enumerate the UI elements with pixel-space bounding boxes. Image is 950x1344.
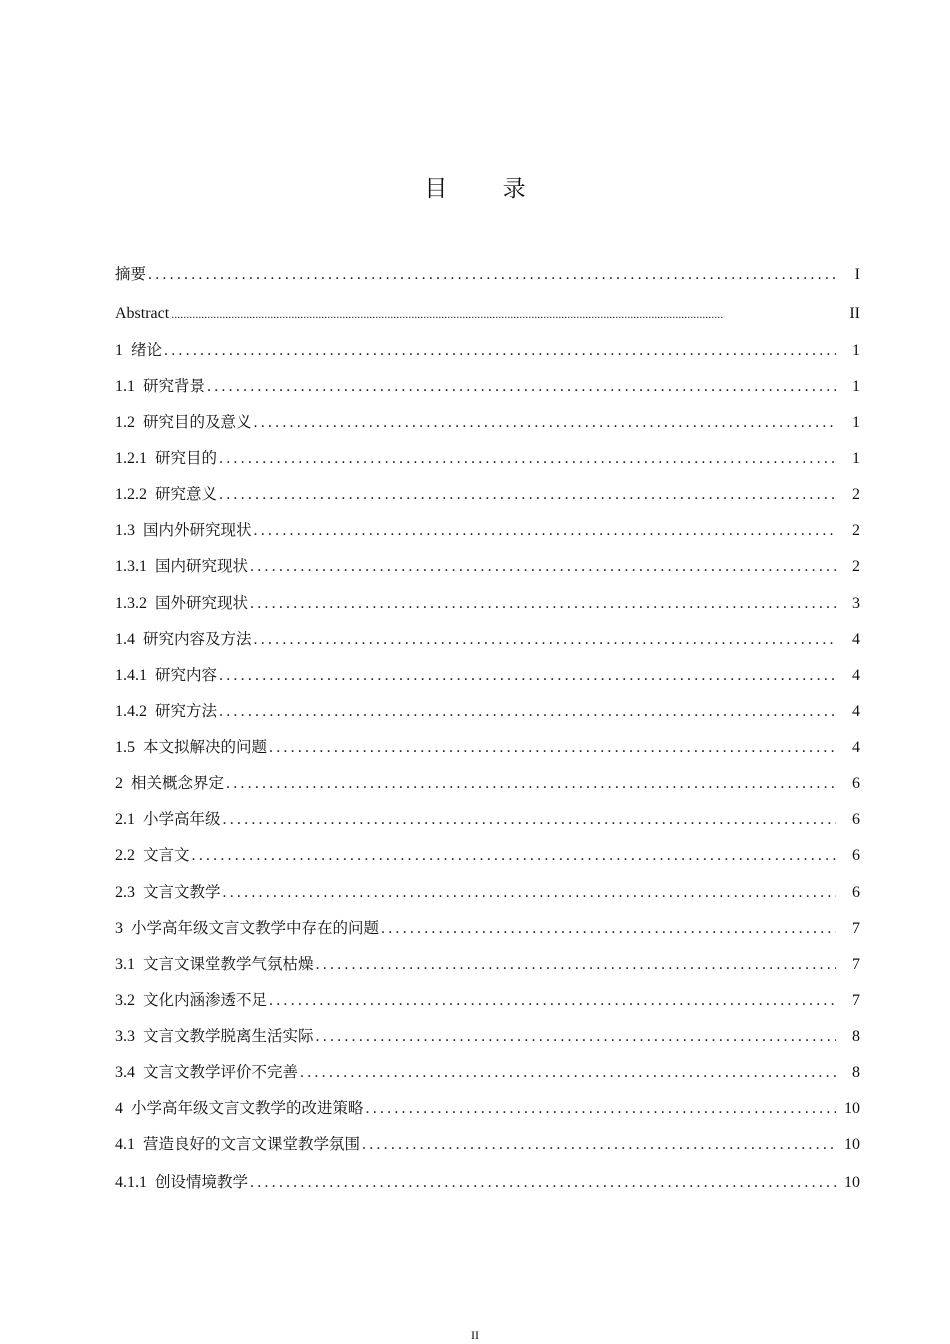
toc-entry-number: 4.1 xyxy=(115,1136,135,1153)
toc-entry[interactable] xyxy=(115,771,860,795)
toc-entry-label: 国内外研究现状 xyxy=(143,521,252,539)
toc-entry[interactable] xyxy=(115,591,860,615)
toc-leader-dots xyxy=(254,411,836,435)
toc-entry[interactable] xyxy=(115,843,860,867)
toc-entry-page: I xyxy=(854,266,860,283)
toc-entry-page: 7 xyxy=(852,992,860,1009)
toc-leader-dots xyxy=(219,700,836,724)
toc-entry[interactable] xyxy=(115,1170,860,1194)
page-number-footer: II xyxy=(471,1328,479,1342)
toc-leader-dots xyxy=(223,808,836,832)
toc-entry-number: 1.4 xyxy=(115,631,135,648)
toc-entry-number: 3 xyxy=(115,920,123,937)
toc-entry-number: 3.2 xyxy=(115,992,135,1009)
toc-leader-dots xyxy=(316,1025,836,1049)
toc-entry[interactable] xyxy=(115,338,860,362)
toc-entry-label: Abstract xyxy=(115,305,170,322)
toc-entry-label: 摘要 xyxy=(115,265,147,283)
toc-entry[interactable] xyxy=(115,1024,860,1048)
toc-entry-number: 1.4.2 xyxy=(115,703,147,720)
toc-entry[interactable] xyxy=(115,482,860,506)
toc-leader-dots xyxy=(192,844,836,868)
toc-entry-page: 10 xyxy=(844,1136,860,1153)
toc-entry-label: 研究目的及意义 xyxy=(143,413,252,431)
toc-leader-dots xyxy=(171,302,836,326)
toc-leader-dots xyxy=(300,1061,836,1085)
toc-leader-dots xyxy=(250,1171,836,1195)
toc-entry[interactable] xyxy=(115,627,860,651)
toc-entry-page: 2 xyxy=(852,558,860,575)
toc-leader-dots xyxy=(250,555,836,579)
toc-leader-dots xyxy=(366,1097,836,1121)
toc-entry-number: 2.2 xyxy=(115,847,135,864)
toc-entry-number: 3.3 xyxy=(115,1028,135,1045)
toc-entry-page: 3 xyxy=(852,595,860,612)
toc-entry-label: 绪论 xyxy=(131,341,163,359)
toc-entry-number: 3.1 xyxy=(115,956,135,973)
toc-entry-page: 1 xyxy=(852,414,860,431)
toc-entry[interactable] xyxy=(115,916,860,940)
toc-leader-dots xyxy=(269,736,836,760)
toc-entry-page: 10 xyxy=(844,1174,860,1191)
toc-entry-number: 1 xyxy=(115,342,123,359)
toc-entry[interactable] xyxy=(115,302,860,326)
toc-entry-label: 文化内涵渗透不足 xyxy=(143,991,268,1009)
toc-entry[interactable] xyxy=(115,1060,860,1084)
toc-entry[interactable] xyxy=(115,699,860,723)
toc-entry[interactable] xyxy=(115,262,860,286)
toc-entry-label: 营造良好的文言文课堂教学氛围 xyxy=(143,1135,361,1153)
toc-leader-dots xyxy=(223,881,836,905)
toc-entry-number: 4.1.1 xyxy=(115,1174,147,1191)
toc-entry-label: 文言文课堂教学气氛枯燥 xyxy=(143,955,314,973)
toc-entry[interactable] xyxy=(115,663,860,687)
toc-leader-dots xyxy=(269,989,836,1013)
toc-entry[interactable] xyxy=(115,807,860,831)
toc-entry[interactable] xyxy=(115,988,860,1012)
toc-entry-label: 文言文教学脱离生活实际 xyxy=(143,1027,314,1045)
toc-entry-page: 6 xyxy=(852,775,860,792)
toc-entry[interactable] xyxy=(115,735,860,759)
toc-entry-label: 国外研究现状 xyxy=(155,594,249,612)
toc-entry[interactable] xyxy=(115,554,860,578)
toc-entry-page: 6 xyxy=(852,884,860,901)
toc-entry-number: 1.2.1 xyxy=(115,450,147,467)
toc-entry-page: 6 xyxy=(852,811,860,828)
toc-entry-label: 创设情境教学 xyxy=(155,1173,249,1191)
toc-entry-page: 8 xyxy=(852,1064,860,1081)
toc-entry-number: 1.5 xyxy=(115,739,135,756)
toc-entry-page: 1 xyxy=(852,378,860,395)
toc-entry-number: 1.3.2 xyxy=(115,595,147,612)
toc-entry-label: 文言文教学评价不完善 xyxy=(143,1063,299,1081)
toc-leader-dots xyxy=(219,447,836,471)
page-title: 目 录 xyxy=(424,176,550,202)
toc-entry-label: 文言文 xyxy=(143,846,190,864)
toc-entry-page: II xyxy=(849,305,860,322)
toc-entry-label: 小学高年级 xyxy=(143,810,221,828)
toc-entry[interactable] xyxy=(115,518,860,542)
toc-leader-dots xyxy=(226,772,836,796)
toc-entry-label: 研究内容及方法 xyxy=(143,630,252,648)
toc-entry-page: 7 xyxy=(852,920,860,937)
toc-entry-label: 文言文教学 xyxy=(143,883,221,901)
toc-entry-label: 相关概念界定 xyxy=(131,774,225,792)
toc-entry-number: 1.2 xyxy=(115,414,135,431)
toc-entry-page: 2 xyxy=(852,486,860,503)
toc-leader-dots xyxy=(381,917,836,941)
toc-entry-label: 研究目的 xyxy=(155,449,218,467)
toc-entry-label: 研究背景 xyxy=(143,377,206,395)
toc-leader-dots xyxy=(148,263,836,287)
toc-leader-dots xyxy=(254,628,836,652)
toc-leader-dots xyxy=(254,519,836,543)
toc-entry[interactable] xyxy=(115,374,860,398)
toc-entry-page: 6 xyxy=(852,847,860,864)
toc-entry-number: 2 xyxy=(115,775,123,792)
toc-entry-number: 1.4.1 xyxy=(115,667,147,684)
toc-entry[interactable] xyxy=(115,952,860,976)
toc-entry-label: 本文拟解决的问题 xyxy=(143,738,268,756)
toc-leader-dots xyxy=(250,592,836,616)
toc-entry-label: 研究内容 xyxy=(155,666,218,684)
toc-entry-label: 小学高年级文言文教学中存在的问题 xyxy=(131,919,380,937)
toc-entry-label: 研究方法 xyxy=(155,702,218,720)
toc-entry-number: 1.3 xyxy=(115,522,135,539)
toc-entry-number: 1.1 xyxy=(115,378,135,395)
toc-leader-dots xyxy=(219,664,836,688)
toc-entry-page: 2 xyxy=(852,522,860,539)
toc-entry[interactable] xyxy=(115,410,860,434)
toc-entry-page: 1 xyxy=(852,450,860,467)
toc-entry-label: 小学高年级文言文教学的改进策略 xyxy=(131,1099,364,1117)
toc-entry-label: 国内研究现状 xyxy=(155,557,249,575)
toc-entry-page: 8 xyxy=(852,1028,860,1045)
toc-leader-dots xyxy=(207,375,836,399)
toc-entry[interactable] xyxy=(115,880,860,904)
toc-leader-dots xyxy=(316,953,836,977)
toc-entry-page: 4 xyxy=(852,739,860,756)
toc-entry-number: 1.3.1 xyxy=(115,558,147,575)
toc-leader-dots xyxy=(219,483,836,507)
toc-entry-number: 1.2.2 xyxy=(115,486,147,503)
toc-entry-page: 7 xyxy=(852,956,860,973)
toc-entry-page: 4 xyxy=(852,667,860,684)
toc-entry[interactable] xyxy=(115,1132,860,1156)
toc-entry-page: 4 xyxy=(852,631,860,648)
toc-entry[interactable] xyxy=(115,1096,860,1120)
toc-entry-number: 2.3 xyxy=(115,884,135,901)
toc-entry-label: 研究意义 xyxy=(155,485,218,503)
toc-leader-dots xyxy=(362,1133,836,1157)
toc-entry-page: 10 xyxy=(844,1100,860,1117)
toc-entry-number: 2.1 xyxy=(115,811,135,828)
toc-entry-number: 4 xyxy=(115,1100,123,1117)
toc-leader-dots xyxy=(164,339,836,363)
toc-entry-page: 1 xyxy=(852,342,860,359)
toc-entry[interactable] xyxy=(115,446,860,470)
toc-entry-page: 4 xyxy=(852,703,860,720)
toc-entry-number: 3.4 xyxy=(115,1064,135,1081)
